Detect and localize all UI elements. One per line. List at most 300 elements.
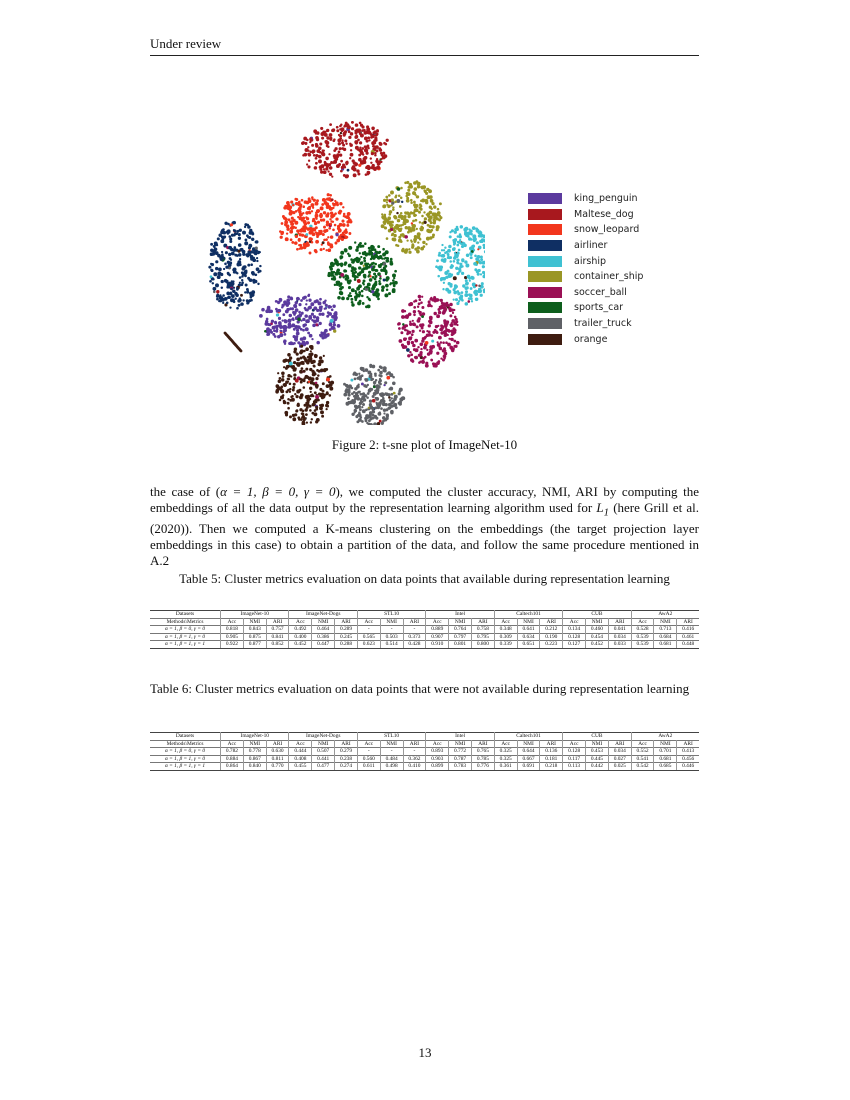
scatter-point (418, 354, 421, 357)
scatter-point (383, 369, 386, 372)
scatter-point (361, 147, 364, 150)
metric-header: Acc (631, 740, 654, 748)
metric-header: NMI (312, 618, 335, 626)
metric-header: ARI (608, 618, 631, 626)
paragraph-text-3: (here Grill et al. (2020)). Then we computed a K-means clustering on the embeddings (the target projection layer embeddings in this case) to obtain a partition of the data, and follow the same procedure mentioned in A.2 (150, 500, 700, 568)
value-cell: - (380, 748, 403, 756)
scatter-point (350, 144, 353, 147)
scatter-point (339, 202, 342, 205)
scatter-point (450, 338, 453, 341)
scatter-point (367, 275, 369, 277)
scatter-point (324, 308, 326, 310)
scatter-point (248, 246, 251, 249)
cluster-orange (275, 345, 334, 425)
scatter-point (377, 160, 381, 164)
scatter-point (296, 409, 299, 412)
scatter-point (370, 373, 372, 375)
scatter-point (347, 169, 350, 172)
scatter-point (231, 252, 235, 256)
table-row (150, 633, 699, 641)
scatter-point (228, 235, 231, 238)
scatter-point (303, 386, 306, 389)
scatter-point (429, 298, 432, 301)
scatter-point (343, 134, 346, 137)
scatter-point (320, 127, 323, 130)
metric-header: Acc (221, 618, 244, 626)
scatter-point (327, 193, 330, 196)
scatter-point (385, 271, 388, 274)
scatter-point (225, 251, 228, 254)
scatter-point (302, 362, 304, 364)
running-header: Under review (150, 36, 699, 56)
scatter-point (454, 252, 456, 254)
scatter-point (456, 255, 459, 258)
scatter-point (234, 233, 237, 236)
scatter-point (426, 330, 428, 332)
scatter-point (213, 287, 217, 291)
scatter-point (359, 150, 363, 154)
scatter-point (289, 390, 291, 392)
scatter-point (311, 144, 314, 147)
value-cell: 0.681 (654, 641, 677, 649)
scatter-point (294, 413, 297, 416)
scatter-point (469, 252, 472, 255)
value-cell: 0.797 (449, 633, 472, 641)
value-cell: 0.134 (563, 626, 586, 634)
value-cell: 0.528 (631, 626, 654, 634)
legend-item (528, 285, 643, 301)
metric-header: NMI (654, 740, 677, 748)
scatter-point (293, 361, 296, 364)
scatter-point (307, 146, 309, 148)
scatter-point (436, 352, 439, 355)
scatter-point (334, 200, 336, 202)
scatter-point (441, 258, 445, 262)
table5-cluster-metrics (150, 610, 699, 649)
scatter-point (411, 333, 414, 336)
scatter-point (306, 299, 308, 301)
metric-header: ARI (608, 740, 631, 748)
dataset-header: CUB (563, 733, 631, 741)
scatter-point (375, 390, 378, 393)
scatter-point (466, 254, 470, 258)
scatter-point (414, 339, 418, 343)
scatter-point (315, 384, 319, 388)
scatter-point (372, 399, 376, 403)
scatter-point (417, 346, 419, 348)
scatter-point (311, 313, 314, 316)
scatter-point (373, 386, 376, 389)
scatter-point (401, 344, 404, 347)
scatter-point (390, 258, 393, 261)
body-paragraph (150, 484, 699, 569)
scatter-point (438, 311, 442, 315)
scatter-point (423, 346, 427, 350)
scatter-point (348, 246, 352, 250)
scatter-point (216, 290, 219, 293)
scatter-point (343, 174, 346, 177)
scatter-point (481, 282, 484, 285)
scatter-point (241, 279, 243, 281)
scatter-point (228, 231, 231, 234)
scatter-point (325, 304, 328, 307)
scatter-point (306, 421, 308, 423)
scatter-point (337, 296, 341, 300)
dataset-header: ImageNet-10 (221, 733, 289, 741)
scatter-point (431, 225, 434, 228)
scatter-point (359, 391, 361, 393)
scatter-point (236, 288, 239, 291)
scatter-point (276, 326, 278, 328)
scatter-point (217, 272, 221, 276)
scatter-point (410, 353, 413, 356)
value-cell: 0.907 (426, 633, 449, 641)
scatter-point (255, 247, 258, 250)
scatter-point (440, 277, 444, 281)
scatter-point (303, 357, 306, 360)
scatter-point (330, 243, 333, 246)
scatter-point (404, 212, 407, 215)
scatter-point (433, 312, 436, 315)
scatter-point (309, 334, 313, 338)
scatter-point (355, 415, 358, 418)
scatter-point (361, 129, 364, 132)
scatter-point (368, 389, 371, 392)
scatter-point (381, 289, 384, 292)
scatter-point (308, 316, 312, 320)
value-cell: 0.634 (517, 633, 540, 641)
scatter-point (294, 367, 297, 370)
method-cell: α = 1, β = 0, γ = 0 (150, 748, 221, 756)
scatter-point (477, 289, 481, 293)
scatter-point (369, 415, 372, 418)
scatter-point (407, 231, 410, 234)
metric-header: Acc (426, 618, 449, 626)
scatter-point (475, 284, 477, 286)
scatter-point (335, 217, 338, 220)
scatter-point (445, 341, 448, 344)
legend-item (528, 300, 643, 316)
scatter-point (410, 199, 413, 202)
scatter-point (373, 139, 376, 142)
scatter-point (383, 199, 386, 202)
scatter-point (437, 208, 440, 211)
scatter-point (285, 390, 288, 393)
scatter-point (367, 266, 370, 269)
scatter-point (455, 298, 458, 301)
metric-header: ARI (540, 618, 563, 626)
scatter-point (375, 275, 378, 278)
scatter-point (404, 345, 407, 348)
scatter-point (383, 267, 386, 270)
methods-label: Methods\Metrics (150, 618, 221, 626)
scatter-point (240, 350, 243, 353)
scatter-point (299, 248, 301, 250)
value-cell: 0.274 (335, 763, 358, 771)
value-cell: 0.027 (608, 755, 631, 763)
scatter-point (259, 314, 263, 318)
scatter-point (430, 350, 433, 353)
scatter-point (287, 407, 290, 410)
scatter-point (217, 237, 220, 240)
metric-header: ARI (266, 618, 289, 626)
scatter-point (281, 306, 284, 309)
scatter-point (324, 162, 328, 166)
scatter-point (247, 225, 251, 229)
scatter-point (418, 211, 421, 214)
value-cell: 0.238 (335, 755, 358, 763)
value-cell: 0.782 (221, 748, 244, 756)
value-cell: 0.362 (403, 755, 426, 763)
cluster-snow-leopard (279, 193, 352, 254)
value-cell: 0.218 (540, 763, 563, 771)
scatter-point (415, 182, 417, 184)
scatter-point (451, 322, 453, 324)
scatter-point (310, 302, 314, 306)
scatter-point (288, 218, 291, 221)
scatter-point (465, 279, 468, 282)
scatter-point (303, 153, 307, 157)
scatter-point (382, 397, 384, 399)
scatter-point (449, 235, 452, 238)
scatter-point (297, 232, 299, 234)
scatter-point (302, 296, 306, 300)
scatter-point (445, 327, 447, 329)
scatter-point (412, 320, 414, 322)
scatter-point (420, 348, 422, 350)
scatter-point (340, 287, 342, 289)
scatter-point (347, 397, 350, 400)
scatter-point (312, 324, 316, 328)
value-cell: 0.492 (289, 626, 312, 634)
scatter-point (433, 221, 436, 224)
scatter-point (387, 205, 390, 208)
scatter-point (257, 283, 259, 285)
scatter-point (350, 258, 353, 261)
scatter-point (211, 263, 214, 266)
scatter-point (381, 285, 385, 289)
scatter-point (288, 342, 291, 345)
scatter-point (398, 214, 401, 217)
scatter-point (452, 239, 455, 242)
scatter-point (421, 215, 424, 218)
scatter-point (326, 401, 329, 404)
scatter-point (405, 324, 408, 327)
scatter-point (333, 154, 337, 158)
value-cell: 0.025 (608, 763, 631, 771)
scatter-point (377, 245, 380, 248)
scatter-point (290, 201, 293, 204)
scatter-point (321, 151, 325, 155)
value-cell: 0.410 (403, 763, 426, 771)
scatter-point (297, 403, 300, 406)
scatter-point (351, 269, 354, 272)
scatter-point (326, 129, 329, 132)
scatter-point (223, 231, 227, 235)
scatter-point (283, 366, 285, 368)
scatter-point (238, 243, 242, 247)
scatter-point (276, 328, 278, 330)
metric-header: NMI (654, 618, 677, 626)
scatter-point (335, 233, 338, 236)
scatter-point (306, 328, 309, 331)
scatter-point (306, 217, 309, 220)
scatter-point (295, 379, 299, 383)
scatter-point (310, 203, 314, 207)
scatter-point (287, 398, 290, 401)
scatter-point (417, 306, 419, 308)
scatter-point (436, 341, 438, 343)
scatter-point (315, 420, 318, 423)
scatter-point (401, 249, 405, 253)
scatter-point (387, 220, 390, 223)
scatter-point (363, 265, 365, 267)
value-cell: 0.818 (221, 626, 244, 634)
scatter-point (320, 248, 323, 251)
scatter-point (300, 299, 303, 302)
scatter-point (417, 319, 421, 323)
scatter-point (398, 228, 402, 232)
value-cell: 0.416 (677, 626, 699, 634)
scatter-point (481, 240, 484, 243)
table-row (150, 748, 699, 756)
scatter-point (422, 330, 425, 333)
legend-label: sports_car (574, 302, 624, 314)
scatter-point (261, 308, 265, 312)
value-cell: 0.641 (517, 626, 540, 634)
scatter-point (407, 189, 410, 192)
scatter-point (426, 188, 429, 191)
scatter-point (383, 412, 385, 414)
scatter-point (422, 312, 426, 316)
scatter-point (420, 301, 423, 304)
scatter-point (281, 372, 285, 376)
scatter-point (326, 136, 329, 139)
scatter-point (290, 365, 293, 368)
scatter-point (379, 277, 382, 280)
scatter-point (393, 392, 396, 395)
scatter-point (314, 222, 317, 225)
scatter-point (354, 298, 357, 301)
scatter-point (394, 226, 397, 229)
scatter-point (319, 298, 322, 301)
cluster-airship (435, 225, 485, 305)
scatter-point (336, 283, 339, 286)
scatter-point (293, 350, 296, 353)
scatter-point (244, 275, 246, 277)
scatter-point (388, 292, 391, 295)
scatter-point (424, 217, 427, 220)
scatter-point (463, 242, 465, 244)
scatter-point (221, 280, 224, 283)
value-cell: 0.539 (631, 641, 654, 649)
scatter-point (467, 275, 471, 279)
scatter-point (333, 138, 335, 140)
scatter-point (292, 389, 295, 392)
metric-header: NMI (380, 618, 403, 626)
value-cell: 0.325 (494, 755, 517, 763)
scatter-point (318, 147, 322, 151)
scatter-point (315, 162, 318, 165)
scatter-point (314, 409, 317, 412)
scatter-point (351, 121, 354, 124)
scatter-point (305, 413, 308, 416)
scatter-point (346, 297, 349, 300)
scatter-point (385, 408, 388, 411)
scatter-point (308, 199, 312, 203)
scatter-point (276, 313, 279, 316)
legend-swatch-icon (528, 271, 562, 282)
scatter-point (421, 296, 423, 298)
scatter-point (363, 274, 367, 278)
scatter-point (246, 299, 249, 302)
metric-header: Acc (221, 740, 244, 748)
scatter-point (382, 248, 385, 251)
scatter-point (237, 250, 240, 253)
scatter-point (453, 309, 455, 311)
scatter-point (384, 154, 388, 158)
scatter-point (325, 214, 329, 218)
scatter-point (323, 355, 325, 357)
scatter-point (392, 279, 395, 282)
scatter-point (400, 197, 403, 200)
scatter-point (362, 392, 365, 395)
scatter-point (433, 213, 437, 217)
scatter-point (420, 226, 423, 229)
scatter-point (233, 301, 236, 304)
scatter-point (332, 228, 335, 231)
scatter-point (413, 314, 416, 317)
scatter-point (308, 306, 312, 310)
scatter-point (412, 344, 415, 347)
scatter-point (413, 240, 416, 243)
scatter-point (360, 134, 364, 138)
scatter-point (440, 304, 443, 307)
scatter-point (284, 411, 288, 415)
scatter-point (474, 254, 477, 257)
scatter-point (315, 395, 319, 399)
scatter-point (308, 160, 310, 162)
metric-header: NMI (517, 618, 540, 626)
metric-header: ARI (471, 618, 494, 626)
scatter-point (343, 393, 347, 397)
scatter-point (396, 199, 400, 203)
scatter-point (277, 301, 279, 303)
scatter-point (432, 236, 435, 239)
scatter-point (288, 323, 291, 326)
scatter-point (452, 312, 454, 314)
scatter-point (425, 341, 429, 345)
scatter-point (279, 399, 282, 402)
scatter-point (305, 347, 309, 351)
scatter-point (348, 264, 352, 268)
scatter-point (454, 286, 457, 289)
value-cell: - (357, 626, 380, 634)
metric-header: Acc (357, 740, 380, 748)
paragraph-text-2: ), we computed the cluster accuracy, NMI, ARI by computing the embeddings of all the data output by the representation learning algorithm used for (150, 484, 699, 515)
value-cell: 0.778 (243, 748, 266, 756)
scatter-point (289, 415, 292, 418)
scatter-point (362, 409, 366, 413)
scatter-point (368, 271, 371, 274)
legend-item (528, 253, 643, 269)
scatter-point (449, 314, 452, 317)
scatter-point (456, 258, 459, 261)
scatter-point (345, 388, 348, 391)
scatter-point (436, 259, 439, 262)
scatter-point (356, 420, 359, 423)
scatter-point (246, 291, 249, 294)
